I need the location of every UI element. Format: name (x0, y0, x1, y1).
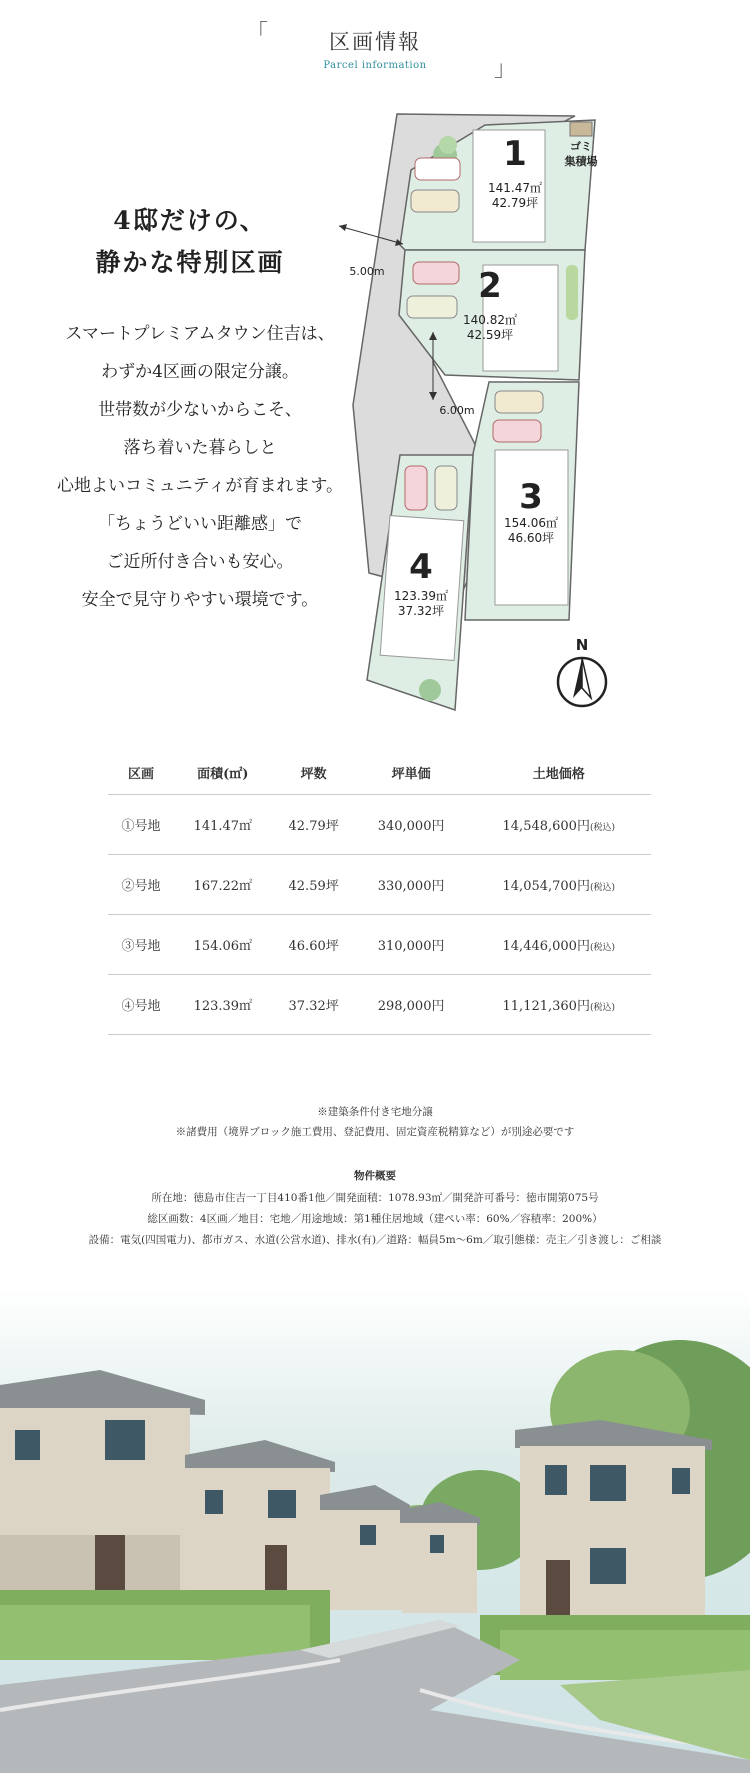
section-subtitle: Parcel information (323, 60, 427, 71)
table-cell: 141.47㎡ (174, 795, 271, 855)
table-cell: 167.22㎡ (174, 855, 271, 915)
lot-tsubo-3: 46.60坪 (507, 531, 555, 545)
overview-line: 設備：電気(四国電力)、都市ガス、水道(公営水道)、排水(有)／道路：幅員5m〜6m／取引態様：売主／引き渡し：ご相談 (88, 1234, 662, 1246)
house-illustration (320, 1485, 410, 1610)
road-width-label-2: 6.00m (439, 404, 475, 417)
table-cell: 11,121,360円(税込) (467, 975, 652, 1035)
north-arrow-icon (558, 636, 606, 706)
table-header-row (108, 750, 651, 795)
table-cell: 46.60坪 (272, 915, 356, 975)
table-header: 区画 (108, 750, 174, 795)
north-label: N (575, 636, 589, 654)
catch-line-1: 4邸だけの、 (113, 206, 267, 235)
tax-label: (税込) (589, 883, 615, 893)
car-icon (411, 190, 459, 212)
price-table (108, 750, 651, 1035)
house-illustration (400, 1502, 480, 1613)
description-line: 心地よいコミュニティが育まれます。 (57, 476, 343, 496)
table-header: 土地価格 (467, 750, 652, 795)
table-row (108, 915, 651, 975)
lot-number-1: 1 (503, 134, 527, 174)
table-row (108, 795, 651, 855)
table-row (108, 855, 651, 915)
car-icon (495, 391, 543, 413)
table-cell: 310,000円 (356, 915, 467, 975)
table-cell: 154.06㎡ (174, 915, 271, 975)
road-width-label-1: 5.00m (349, 265, 385, 278)
tax-label: (税込) (589, 1003, 615, 1013)
tree-icon (439, 136, 457, 154)
note-extra-costs: ※諸費用（境界ブロック施工費用、登記費用、固定資産税精算など）が別途必要です (175, 1126, 575, 1138)
building-lot-4 (380, 516, 464, 661)
description-line: わずか4区画の限定分譲。 (101, 362, 299, 382)
table-cell: 340,000円 (356, 795, 467, 855)
section-title: 区画情報 (329, 30, 421, 54)
header-bracket-close: 」 (494, 57, 517, 82)
car-icon (407, 296, 457, 318)
lot-area-3: 154.06㎡ (504, 516, 558, 530)
description-line: 世帯数が少ないからこそ、 (98, 400, 302, 420)
catch-copy (40, 200, 340, 284)
car-icon (493, 420, 541, 442)
tax-label: (税込) (589, 943, 615, 953)
lot-tsubo-2: 42.59坪 (466, 328, 514, 342)
house-illustration (185, 1440, 335, 1608)
table-cell: 37.32坪 (272, 975, 356, 1035)
table-cell: 330,000円 (356, 855, 467, 915)
lot-number-2: 2 (478, 266, 502, 306)
tree-icon (419, 679, 441, 701)
car-icon (435, 466, 457, 510)
overview-line: 所在地：徳島市住吉一丁目410番1他／開発面積：1078.93㎡／開発許可番号：徳市開第075号 (151, 1192, 599, 1204)
description-line: 「ちょうどいい距離感」で (98, 514, 302, 534)
lot-tsubo-4: 37.32坪 (397, 604, 445, 618)
site-plan-map (349, 110, 675, 720)
lot-area-1: 141.47㎡ (488, 181, 542, 195)
table-header: 坪数 (272, 750, 356, 795)
car-icon (405, 466, 427, 510)
header-bracket-open: 「 (246, 21, 269, 46)
table-row (108, 975, 651, 1035)
house-illustration (0, 1370, 205, 1610)
lot-number-3: 3 (519, 477, 543, 517)
table-cell: ④号地 (108, 975, 174, 1035)
lot-area-4: 123.39㎡ (394, 589, 448, 603)
table-cell: 42.59坪 (272, 855, 356, 915)
tax-label: (税込) (589, 823, 615, 833)
table-cell: 42.79坪 (272, 795, 356, 855)
garbage-label-2: 集積場 (564, 155, 598, 168)
table-cell: 14,446,000円(税込) (467, 915, 652, 975)
catch-line-2: 静かな特別区画 (95, 248, 285, 277)
car-icon (413, 262, 459, 284)
table-cell: 123.39㎡ (174, 975, 271, 1035)
table-header: 坪単価 (356, 750, 467, 795)
table-cell: ③号地 (108, 915, 174, 975)
garbage-label-1: ゴミ (570, 140, 592, 153)
table-cell: 14,054,700円(税込) (467, 855, 652, 915)
car-icon (415, 158, 460, 180)
garbage-area (570, 122, 592, 136)
lot-number-4: 4 (409, 547, 433, 587)
description-line: 安全で見守りやすい環境です。 (81, 590, 319, 610)
overview-line: 総区画数：4区画／地目：宅地／用途地域：第1種住居地域（建ぺい率：60%／容積率：200%） (147, 1213, 603, 1225)
lot-tsubo-1: 42.79坪 (491, 196, 539, 210)
table-cell: ②号地 (108, 855, 174, 915)
description (40, 315, 360, 619)
house-illustration (515, 1420, 712, 1641)
table-header: 面積(㎡) (174, 750, 271, 795)
lot-area-2: 140.82㎡ (463, 313, 517, 327)
overview-title: 物件概要 (354, 1170, 396, 1182)
description-line: 落ち着いた暮らしと (123, 438, 277, 458)
description-line: ご近所付き合いも安心。 (106, 552, 294, 572)
neighborhood-illustration (0, 1290, 750, 1773)
description-line: スマートプレミアムタウン住吉は、 (65, 324, 335, 344)
hedge-icon (566, 265, 578, 320)
table-cell: ①号地 (108, 795, 174, 855)
note-building-condition: ※建築条件付き宅地分譲 (317, 1106, 433, 1118)
table-cell: 298,000円 (356, 975, 467, 1035)
table-cell: 14,548,600円(税込) (467, 795, 652, 855)
